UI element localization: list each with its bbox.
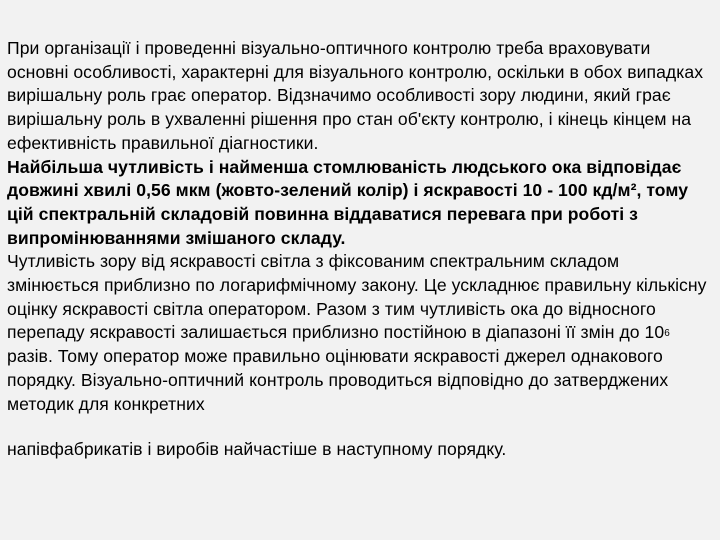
- highlight-text-end: , тому цій спектральній складовій повинна віддаватися перевага при роботі з випромінюваннями змішаного складу.: [7, 180, 689, 248]
- power-superscript: 6: [664, 328, 670, 340]
- unit-superscript: ²: [630, 180, 637, 201]
- highlight-text: Найбільша чутливість і найменша стомлюваність людського ока відповідає довжині хвилі 0,56 мкм (жовто-зелений колір) і яскравості 10 - 100 кд/м: [7, 156, 682, 201]
- paragraph-sensitivity: [7, 250, 715, 416]
- sensitivity-text-end: разів. Тому оператор може правильно оцінювати яскравості джерел однакового порядку. Візуально-оптичний контроль проводиться відповідно до затверджених методик для конкретних: [7, 346, 669, 414]
- paragraph-gap: [7, 416, 715, 438]
- document-body: [7, 37, 715, 462]
- paragraph-intro: При організації і проведенні візуально-оптичного контролю треба враховувати основні особливості, характерні для візуального контролю, оскільки в обох випадках вирішальну роль грає оператор. Відзначимо особливості зору людини, який грає вирішальну роль в ухваленні рішення про стан об'єкту контролю, і кінець кінцем на ефективність правильної діагностики.: [7, 38, 704, 153]
- sensitivity-text: Чутливість зору від яскравості світла з фіксованим спектральним складом змінюється приблизно по логарифмічному закону. Це ускладнює правильну кількісну оцінку яскравості світла оператором. Разом з тим чутливість ока до відносного перепаду яскравості залишається приблизно постійною в діапазоні її змін до 10: [7, 251, 707, 343]
- paragraph-highlight: [7, 156, 715, 251]
- paragraph-closing: напівфабрикатів і виробів найчастіше в наступному порядку.: [7, 439, 507, 460]
